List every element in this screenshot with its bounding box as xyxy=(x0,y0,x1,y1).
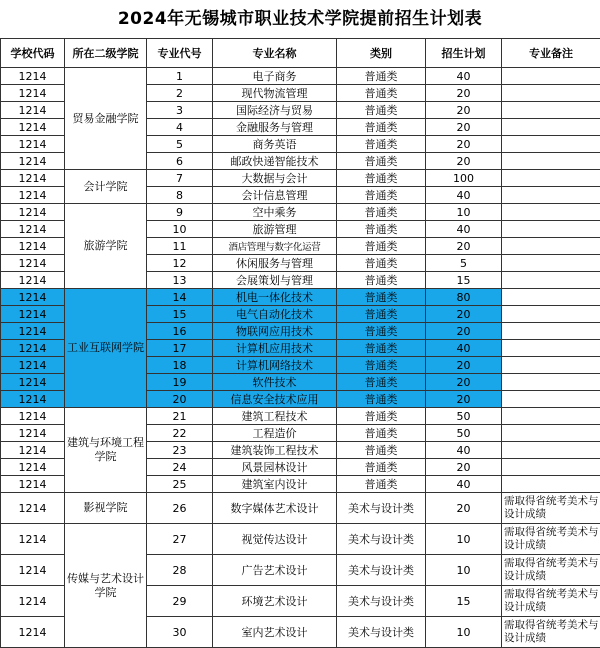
category-cell: 普通类 xyxy=(337,476,426,493)
remark-cell xyxy=(502,289,600,306)
quota-cell: 20 xyxy=(426,391,502,408)
college-cell: 会计学院 xyxy=(65,170,147,204)
category-cell: 普通类 xyxy=(337,102,426,119)
category-cell: 普通类 xyxy=(337,340,426,357)
category-cell: 普通类 xyxy=(337,136,426,153)
remark-cell: 需取得省统考美术与设计成绩 xyxy=(502,555,600,586)
quota-cell: 15 xyxy=(426,272,502,289)
major-name-cell: 现代物流管理 xyxy=(213,85,337,102)
remark-cell xyxy=(502,68,600,85)
quota-cell: 100 xyxy=(426,170,502,187)
college-cell: 传媒与艺术设计学院 xyxy=(65,524,147,648)
school-code-cell: 1214 xyxy=(1,340,65,357)
school-code-cell: 1214 xyxy=(1,617,65,648)
category-cell: 普通类 xyxy=(337,68,426,85)
remark-cell xyxy=(502,425,600,442)
remark-cell xyxy=(502,272,600,289)
category-cell: 普通类 xyxy=(337,459,426,476)
major-name-cell: 建筑工程技术 xyxy=(213,408,337,425)
quota-cell: 10 xyxy=(426,617,502,648)
quota-cell: 20 xyxy=(426,238,502,255)
major-code-cell: 23 xyxy=(147,442,213,459)
major-code-cell: 7 xyxy=(147,170,213,187)
major-name-cell: 信息安全技术应用 xyxy=(213,391,337,408)
remark-cell xyxy=(502,255,600,272)
table-body xyxy=(1,68,600,648)
college-cell: 建筑与环境工程学院 xyxy=(65,408,147,493)
major-name-cell: 建筑装饰工程技术 xyxy=(213,442,337,459)
major-name-cell: 国际经济与贸易 xyxy=(213,102,337,119)
quota-cell: 80 xyxy=(426,289,502,306)
major-name-cell: 机电一体化技术 xyxy=(213,289,337,306)
remark-cell: 需取得省统考美术与设计成绩 xyxy=(502,586,600,617)
category-cell: 普通类 xyxy=(337,238,426,255)
school-code-cell: 1214 xyxy=(1,442,65,459)
category-cell: 普通类 xyxy=(337,425,426,442)
quota-cell: 5 xyxy=(426,255,502,272)
school-code-cell: 1214 xyxy=(1,204,65,221)
college-cell: 工业互联网学院 xyxy=(65,289,147,408)
major-code-cell: 13 xyxy=(147,272,213,289)
major-name-cell: 电气自动化技术 xyxy=(213,306,337,323)
remark-cell xyxy=(502,323,600,340)
school-code-cell: 1214 xyxy=(1,391,65,408)
school-code-cell: 1214 xyxy=(1,119,65,136)
major-code-cell: 27 xyxy=(147,524,213,555)
school-code-cell: 1214 xyxy=(1,459,65,476)
quota-cell: 40 xyxy=(426,68,502,85)
college-cell: 影视学院 xyxy=(65,493,147,524)
major-name-cell: 环境艺术设计 xyxy=(213,586,337,617)
major-name-cell: 数字媒体艺术设计 xyxy=(213,493,337,524)
major-name-cell: 广告艺术设计 xyxy=(213,555,337,586)
major-name-cell: 软件技术 xyxy=(213,374,337,391)
school-code-cell: 1214 xyxy=(1,272,65,289)
major-name-cell: 计算机应用技术 xyxy=(213,340,337,357)
remark-cell xyxy=(502,306,600,323)
quota-cell: 40 xyxy=(426,476,502,493)
major-name-cell: 商务英语 xyxy=(213,136,337,153)
major-code-cell: 20 xyxy=(147,391,213,408)
table-row xyxy=(1,170,600,187)
major-name-cell: 大数据与会计 xyxy=(213,170,337,187)
major-code-cell: 5 xyxy=(147,136,213,153)
quota-cell: 20 xyxy=(426,323,502,340)
remark-cell xyxy=(502,357,600,374)
major-code-cell: 18 xyxy=(147,357,213,374)
quota-cell: 20 xyxy=(426,85,502,102)
category-cell: 普通类 xyxy=(337,187,426,204)
quota-cell: 10 xyxy=(426,555,502,586)
remark-cell: 需取得省统考美术与设计成绩 xyxy=(502,617,600,648)
major-name-cell: 旅游管理 xyxy=(213,221,337,238)
table-row xyxy=(1,408,600,425)
table-row xyxy=(1,524,600,555)
category-cell: 普通类 xyxy=(337,306,426,323)
remark-cell xyxy=(502,391,600,408)
major-code-cell: 1 xyxy=(147,68,213,85)
category-cell: 普通类 xyxy=(337,204,426,221)
major-name-cell: 工程造价 xyxy=(213,425,337,442)
page-title: 2024年无锡城市职业技术学院提前招生计划表 xyxy=(0,0,600,38)
school-code-cell: 1214 xyxy=(1,586,65,617)
major-code-cell: 15 xyxy=(147,306,213,323)
major-code-cell: 29 xyxy=(147,586,213,617)
remark-cell xyxy=(502,408,600,425)
category-cell: 普通类 xyxy=(337,442,426,459)
remark-cell xyxy=(502,476,600,493)
major-name-cell: 建筑室内设计 xyxy=(213,476,337,493)
header-quota: 招生计划 xyxy=(426,39,502,68)
major-code-cell: 12 xyxy=(147,255,213,272)
remark-cell xyxy=(502,238,600,255)
major-code-cell: 9 xyxy=(147,204,213,221)
quota-cell: 40 xyxy=(426,187,502,204)
header-major-code: 专业代号 xyxy=(147,39,213,68)
major-code-cell: 8 xyxy=(147,187,213,204)
major-code-cell: 17 xyxy=(147,340,213,357)
college-cell: 旅游学院 xyxy=(65,204,147,289)
remark-cell: 需取得省统考美术与设计成绩 xyxy=(502,493,600,524)
major-name-cell: 休闲服务与管理 xyxy=(213,255,337,272)
school-code-cell: 1214 xyxy=(1,323,65,340)
major-code-cell: 26 xyxy=(147,493,213,524)
major-name-cell: 室内艺术设计 xyxy=(213,617,337,648)
major-name-cell: 酒店管理与数字化运营 xyxy=(213,238,337,255)
major-code-cell: 14 xyxy=(147,289,213,306)
major-code-cell: 16 xyxy=(147,323,213,340)
school-code-cell: 1214 xyxy=(1,555,65,586)
major-code-cell: 3 xyxy=(147,102,213,119)
remark-cell xyxy=(502,153,600,170)
category-cell: 美术与设计类 xyxy=(337,617,426,648)
major-code-cell: 24 xyxy=(147,459,213,476)
major-name-cell: 邮政快递智能技术 xyxy=(213,153,337,170)
major-code-cell: 21 xyxy=(147,408,213,425)
major-name-cell: 物联网应用技术 xyxy=(213,323,337,340)
quota-cell: 10 xyxy=(426,204,502,221)
category-cell: 普通类 xyxy=(337,221,426,238)
school-code-cell: 1214 xyxy=(1,374,65,391)
table-row xyxy=(1,204,600,221)
school-code-cell: 1214 xyxy=(1,238,65,255)
remark-cell xyxy=(502,187,600,204)
major-code-cell: 25 xyxy=(147,476,213,493)
category-cell: 普通类 xyxy=(337,153,426,170)
quota-cell: 20 xyxy=(426,493,502,524)
category-cell: 普通类 xyxy=(337,408,426,425)
category-cell: 美术与设计类 xyxy=(337,493,426,524)
remark-cell xyxy=(502,340,600,357)
remark-cell xyxy=(502,442,600,459)
remark-cell xyxy=(502,204,600,221)
quota-cell: 50 xyxy=(426,408,502,425)
quota-cell: 10 xyxy=(426,524,502,555)
school-code-cell: 1214 xyxy=(1,408,65,425)
remark-cell xyxy=(502,119,600,136)
remark-cell: 需取得省统考美术与设计成绩 xyxy=(502,524,600,555)
major-code-cell: 4 xyxy=(147,119,213,136)
remark-cell xyxy=(502,459,600,476)
category-cell: 美术与设计类 xyxy=(337,586,426,617)
table-row xyxy=(1,289,600,306)
major-name-cell: 空中乘务 xyxy=(213,204,337,221)
category-cell: 普通类 xyxy=(337,85,426,102)
category-cell: 普通类 xyxy=(337,289,426,306)
header-category: 类别 xyxy=(337,39,426,68)
college-cell: 贸易金融学院 xyxy=(65,68,147,170)
quota-cell: 50 xyxy=(426,425,502,442)
category-cell: 普通类 xyxy=(337,391,426,408)
category-cell: 普通类 xyxy=(337,374,426,391)
enrollment-plan-table xyxy=(0,38,600,648)
major-code-cell: 19 xyxy=(147,374,213,391)
category-cell: 普通类 xyxy=(337,119,426,136)
category-cell: 普通类 xyxy=(337,255,426,272)
quota-cell: 20 xyxy=(426,357,502,374)
major-name-cell: 风景园林设计 xyxy=(213,459,337,476)
school-code-cell: 1214 xyxy=(1,153,65,170)
school-code-cell: 1214 xyxy=(1,524,65,555)
header-major-name: 专业名称 xyxy=(213,39,337,68)
table-row xyxy=(1,493,600,524)
remark-cell xyxy=(502,102,600,119)
category-cell: 普通类 xyxy=(337,170,426,187)
school-code-cell: 1214 xyxy=(1,187,65,204)
quota-cell: 40 xyxy=(426,442,502,459)
school-code-cell: 1214 xyxy=(1,136,65,153)
major-code-cell: 2 xyxy=(147,85,213,102)
remark-cell xyxy=(502,170,600,187)
quota-cell: 20 xyxy=(426,136,502,153)
major-name-cell: 会计信息管理 xyxy=(213,187,337,204)
major-name-cell: 金融服务与管理 xyxy=(213,119,337,136)
header-college: 所在二级学院 xyxy=(65,39,147,68)
quota-cell: 20 xyxy=(426,306,502,323)
category-cell: 美术与设计类 xyxy=(337,555,426,586)
category-cell: 美术与设计类 xyxy=(337,524,426,555)
quota-cell: 20 xyxy=(426,374,502,391)
major-code-cell: 10 xyxy=(147,221,213,238)
remark-cell xyxy=(502,136,600,153)
school-code-cell: 1214 xyxy=(1,68,65,85)
school-code-cell: 1214 xyxy=(1,357,65,374)
major-code-cell: 30 xyxy=(147,617,213,648)
school-code-cell: 1214 xyxy=(1,476,65,493)
quota-cell: 20 xyxy=(426,153,502,170)
quota-cell: 40 xyxy=(426,340,502,357)
remark-cell xyxy=(502,85,600,102)
header-school-code: 学校代码 xyxy=(1,39,65,68)
category-cell: 普通类 xyxy=(337,323,426,340)
quota-cell: 20 xyxy=(426,459,502,476)
major-code-cell: 11 xyxy=(147,238,213,255)
header-row xyxy=(1,39,600,68)
school-code-cell: 1214 xyxy=(1,306,65,323)
school-code-cell: 1214 xyxy=(1,170,65,187)
remark-cell xyxy=(502,221,600,238)
major-code-cell: 28 xyxy=(147,555,213,586)
major-code-cell: 6 xyxy=(147,153,213,170)
quota-cell: 20 xyxy=(426,102,502,119)
category-cell: 普通类 xyxy=(337,357,426,374)
major-name-cell: 视觉传达设计 xyxy=(213,524,337,555)
school-code-cell: 1214 xyxy=(1,102,65,119)
remark-cell xyxy=(502,374,600,391)
table-row xyxy=(1,68,600,85)
category-cell: 普通类 xyxy=(337,272,426,289)
school-code-cell: 1214 xyxy=(1,425,65,442)
header-remark: 专业备注 xyxy=(502,39,600,68)
major-name-cell: 电子商务 xyxy=(213,68,337,85)
quota-cell: 40 xyxy=(426,221,502,238)
major-name-cell: 会展策划与管理 xyxy=(213,272,337,289)
major-name-cell: 计算机网络技术 xyxy=(213,357,337,374)
school-code-cell: 1214 xyxy=(1,221,65,238)
school-code-cell: 1214 xyxy=(1,493,65,524)
quota-cell: 20 xyxy=(426,119,502,136)
school-code-cell: 1214 xyxy=(1,289,65,306)
quota-cell: 15 xyxy=(426,586,502,617)
school-code-cell: 1214 xyxy=(1,85,65,102)
school-code-cell: 1214 xyxy=(1,255,65,272)
major-code-cell: 22 xyxy=(147,425,213,442)
